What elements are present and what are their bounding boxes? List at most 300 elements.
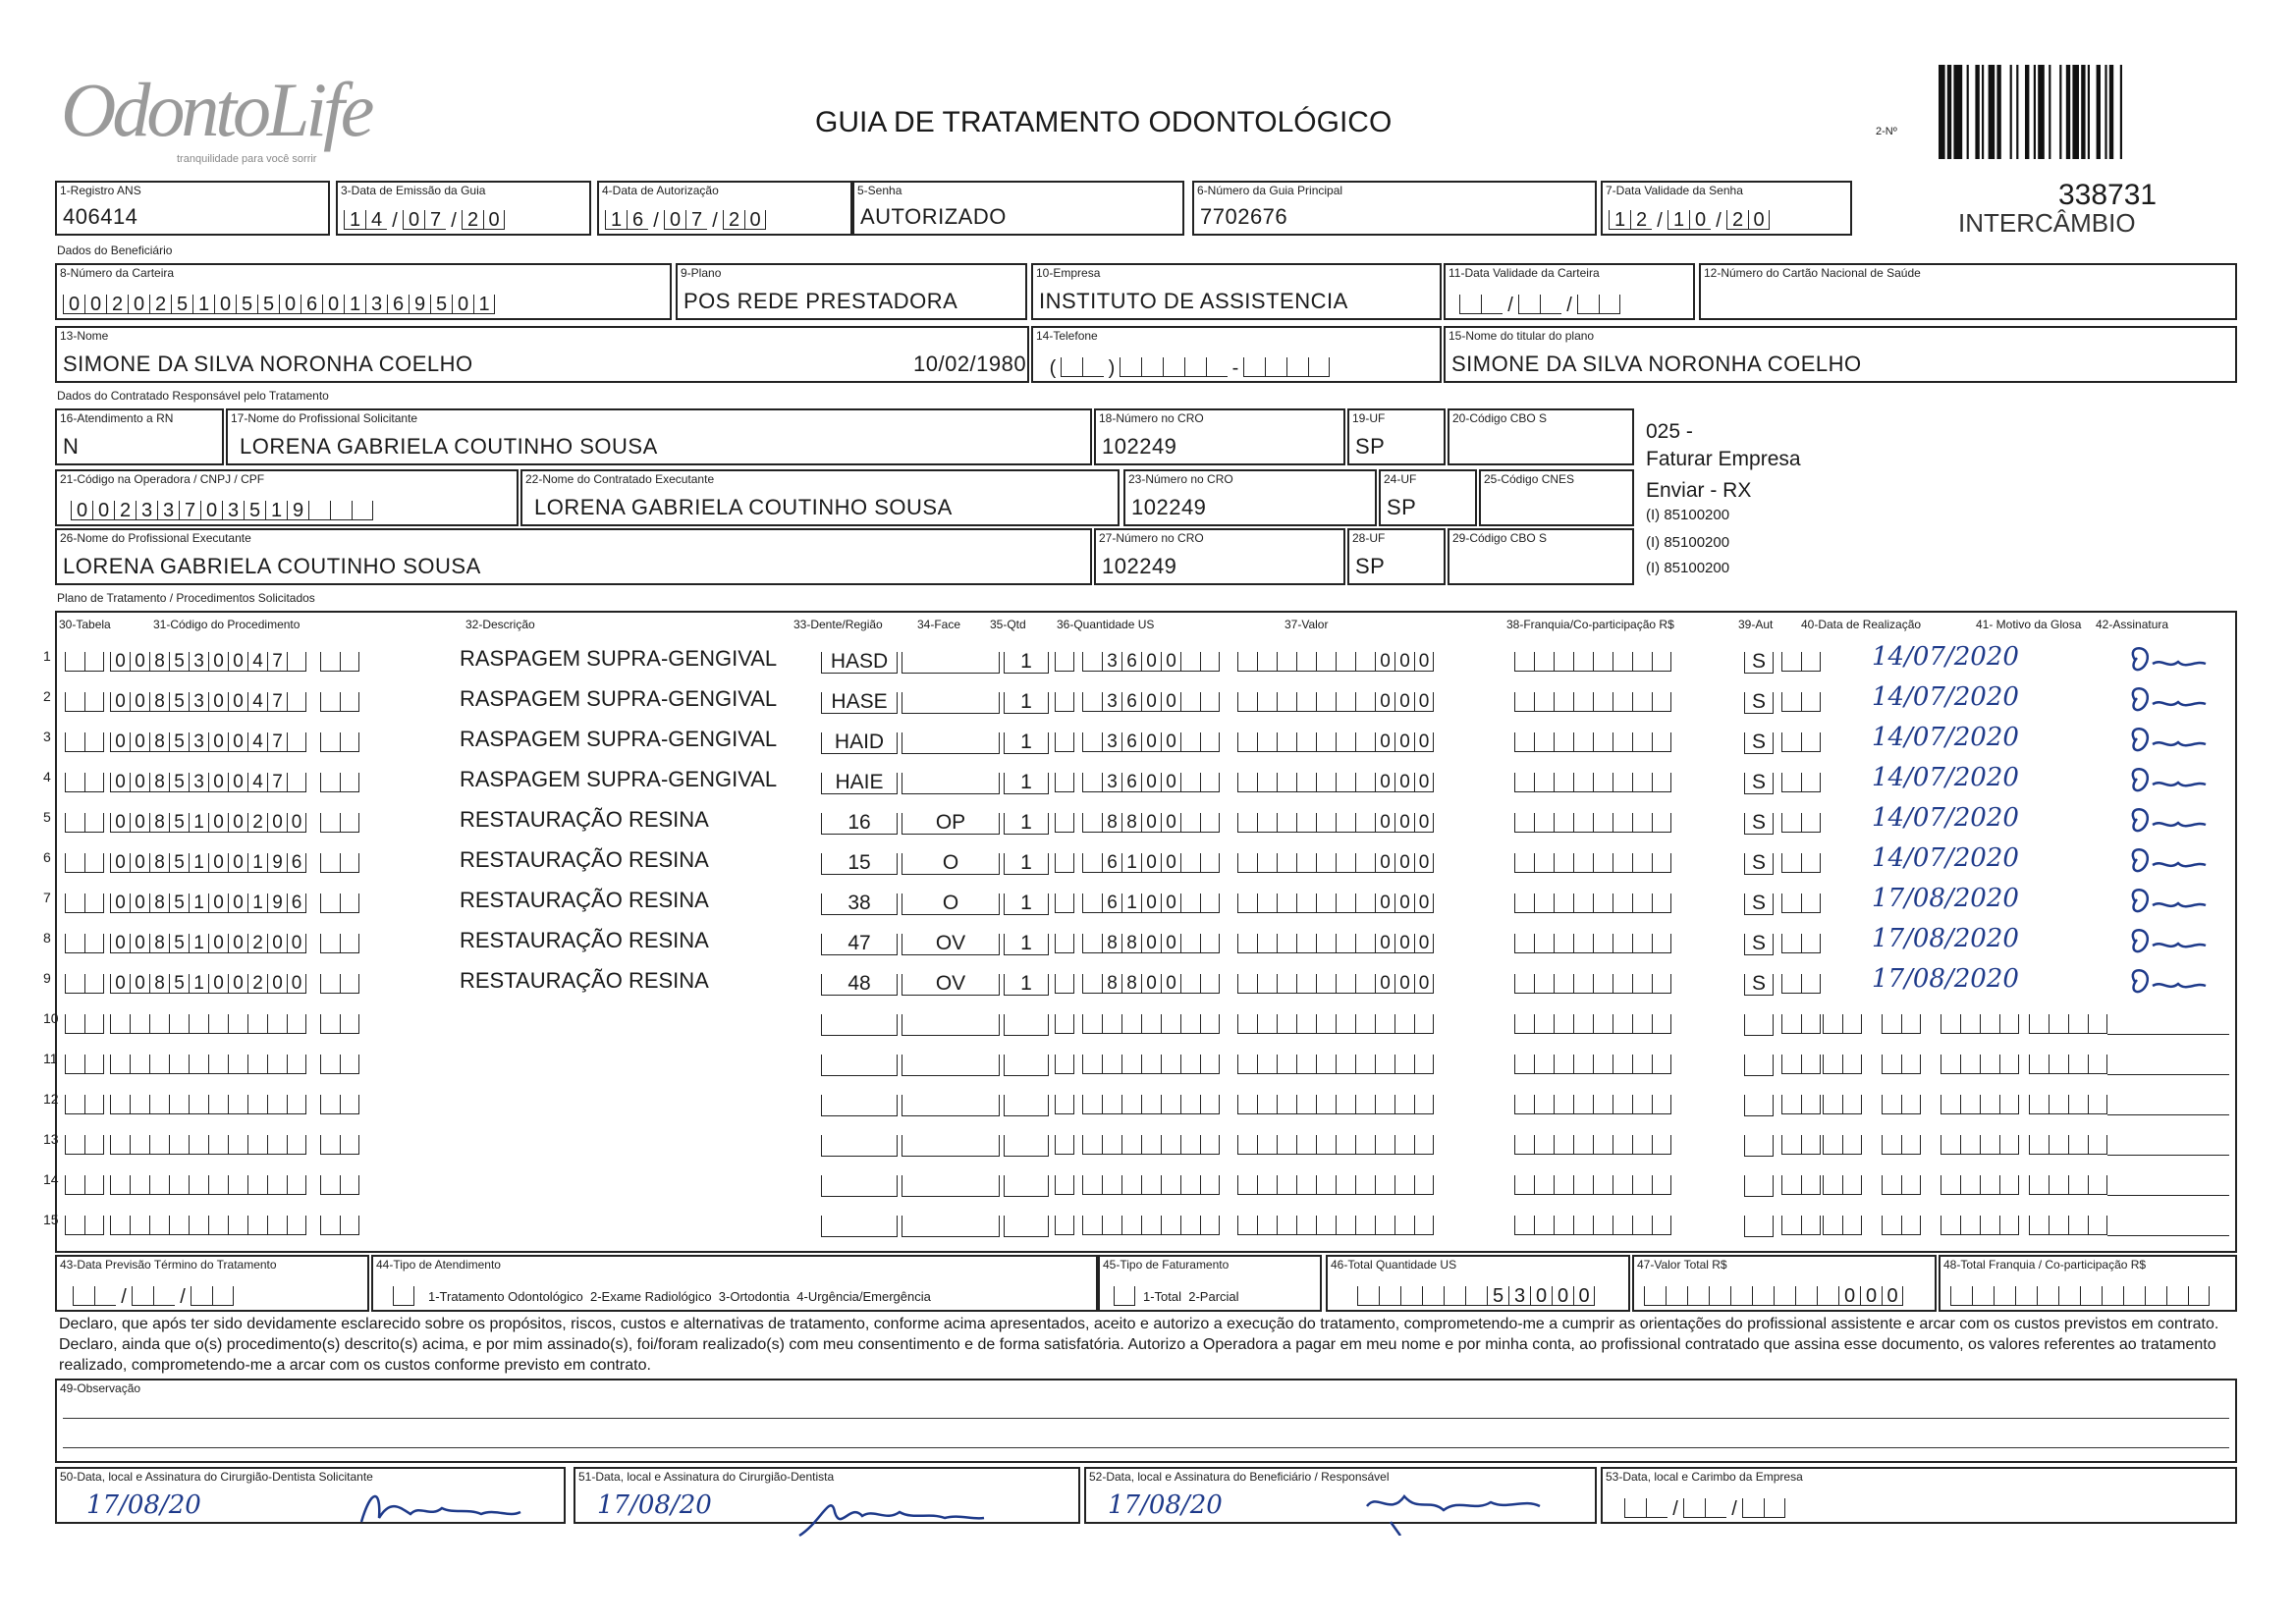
table-row[interactable] xyxy=(43,801,2235,840)
table-row[interactable] xyxy=(43,882,2235,921)
digit xyxy=(1055,1135,1074,1155)
field-titular[interactable] xyxy=(1444,326,2237,383)
table-row[interactable] xyxy=(43,1164,2235,1203)
digit xyxy=(2068,1175,2088,1195)
barcode-bar xyxy=(2016,65,2018,159)
value: SIMONE DA SILVA NORONHA COELHO xyxy=(63,352,473,376)
digit: 3 xyxy=(189,692,208,712)
label: 45-Tipo de Faturamento xyxy=(1103,1258,1230,1272)
digit xyxy=(320,652,340,672)
sign-box-51[interactable] xyxy=(574,1467,1080,1524)
valor-combs xyxy=(1237,1055,1434,1076)
table-row[interactable] xyxy=(43,721,2235,760)
digit: 0 xyxy=(1141,692,1161,712)
table-row[interactable] xyxy=(43,841,2235,881)
digit xyxy=(1237,692,1257,712)
digit xyxy=(1055,1175,1074,1195)
comb-group xyxy=(1781,692,1821,714)
digit: 0 xyxy=(208,934,228,953)
digit xyxy=(1200,1055,1220,1074)
digit xyxy=(1277,652,1296,672)
digit xyxy=(1613,732,1632,752)
digit xyxy=(65,974,84,994)
digit xyxy=(1121,1175,1141,1195)
digit xyxy=(1055,934,1074,953)
field-data-autorizacao[interactable] xyxy=(597,181,852,236)
digit xyxy=(169,1055,189,1074)
field-cro-23[interactable] xyxy=(1123,469,1377,526)
label: 15-Nome do titular do plano xyxy=(1449,329,1595,343)
label: 53-Data, local e Carimbo da Empresa xyxy=(1606,1470,1803,1484)
digit: 0 xyxy=(1375,692,1394,712)
birth-date: 10/02/1980 xyxy=(913,352,1027,376)
digit xyxy=(1141,1135,1161,1155)
digit: 0 xyxy=(1414,974,1434,994)
table-row[interactable] xyxy=(43,1204,2235,1243)
digit xyxy=(1414,1014,1434,1034)
digit xyxy=(1055,813,1074,833)
digit: 8 xyxy=(149,773,169,792)
signature-scribble xyxy=(2123,640,2212,679)
digit xyxy=(1180,934,1200,953)
digit: 2 xyxy=(149,295,171,314)
barcode-bar xyxy=(1939,65,1945,159)
comb-group xyxy=(1781,934,1821,955)
sign-box-52[interactable] xyxy=(1084,1467,1597,1524)
digit xyxy=(1277,934,1296,953)
digit xyxy=(1613,893,1632,913)
digit xyxy=(1534,893,1554,913)
digit: 0 xyxy=(228,773,247,792)
digit xyxy=(149,1055,169,1074)
comb-group xyxy=(65,1135,104,1157)
field-telefone[interactable] xyxy=(1031,326,1442,383)
field-data-emissao[interactable] xyxy=(336,181,591,236)
digit xyxy=(1394,1055,1414,1074)
cell-box: 15 xyxy=(821,853,898,875)
digit xyxy=(1632,853,1652,873)
digit xyxy=(1237,1135,1257,1155)
digit xyxy=(1632,813,1652,833)
digit xyxy=(1414,1175,1434,1195)
comb-group xyxy=(65,1055,104,1076)
field-valor-total[interactable] xyxy=(1632,1255,1937,1312)
signature-scribble xyxy=(2123,962,2212,1001)
field-codigo-operadora[interactable] xyxy=(55,469,519,526)
digit xyxy=(2068,1135,2088,1155)
digit: 0 xyxy=(228,934,247,953)
digit: 0 xyxy=(71,501,92,520)
label: 27-Número no CRO xyxy=(1099,531,1204,545)
cell-box xyxy=(1744,1014,1774,1036)
table-row[interactable] xyxy=(43,1043,2235,1082)
comb-group xyxy=(1055,732,1074,754)
cell-box: 1 xyxy=(1004,773,1049,794)
value: 102249 xyxy=(1102,554,1177,578)
digit: 0 xyxy=(208,974,228,994)
digit xyxy=(1514,1014,1534,1034)
field-senha[interactable] xyxy=(852,181,1184,236)
digit: 1 xyxy=(189,893,208,913)
digit: 3 xyxy=(189,732,208,752)
cell-box: 1 xyxy=(1004,934,1049,955)
valor-combs xyxy=(1237,1216,1434,1237)
cell-box xyxy=(1004,1216,1049,1237)
digit xyxy=(1277,1135,1296,1155)
cell-box: S xyxy=(1744,974,1774,996)
digit xyxy=(1554,1014,1573,1034)
digit: 0 xyxy=(1141,773,1161,792)
table-row[interactable] xyxy=(43,962,2235,1001)
digit xyxy=(1296,692,1316,712)
digit xyxy=(84,692,104,712)
field-carteira[interactable] xyxy=(55,263,672,320)
digit xyxy=(1277,1095,1296,1114)
field-tipo-atendimento[interactable] xyxy=(371,1255,1098,1312)
page-title: GUIA DE TRATAMENTO ODONTOLÓGICO xyxy=(815,106,1393,138)
cell-box xyxy=(821,1095,898,1116)
comb-group xyxy=(1055,1135,1074,1157)
field-nome[interactable] xyxy=(55,326,1029,383)
digit xyxy=(1180,1175,1200,1195)
signature-line xyxy=(2107,1195,2229,1196)
digit xyxy=(1652,1095,1671,1114)
digit xyxy=(1514,732,1534,752)
comb-group xyxy=(1055,893,1074,915)
field-validade-senha[interactable] xyxy=(1601,181,1852,236)
digit xyxy=(1652,732,1671,752)
signature-scribble xyxy=(2123,721,2212,760)
comb-group xyxy=(65,974,104,996)
field-total-us[interactable] xyxy=(1326,1255,1630,1312)
digit xyxy=(149,1014,169,1034)
comb-group xyxy=(1882,1055,1921,1076)
date-combs: / / xyxy=(1459,295,1620,316)
digit xyxy=(189,1216,208,1235)
cell-box xyxy=(902,1135,1000,1157)
label: 5-Senha xyxy=(857,184,902,197)
digit xyxy=(1296,1055,1316,1074)
digit: 6 xyxy=(1102,853,1121,873)
digit: 1 xyxy=(189,853,208,873)
field-faturamento[interactable] xyxy=(1098,1255,1322,1312)
cell-box xyxy=(821,1014,898,1036)
digit xyxy=(1355,853,1375,873)
digit xyxy=(1514,893,1534,913)
comb-group xyxy=(320,1175,359,1197)
field-solicitante[interactable] xyxy=(226,408,1092,465)
field-rn[interactable] xyxy=(55,408,224,465)
comb-group xyxy=(320,893,359,915)
digit xyxy=(1613,1095,1632,1114)
digit xyxy=(287,1095,306,1114)
field-uf-24[interactable] xyxy=(1379,469,1477,526)
digit: 8 xyxy=(149,934,169,953)
digit xyxy=(320,732,340,752)
comb-group xyxy=(1882,1175,1921,1197)
cell-box: 1 xyxy=(1004,974,1049,996)
signature-line xyxy=(2107,1155,2229,1156)
value: AUTORIZADO xyxy=(860,204,1007,229)
digit xyxy=(189,1175,208,1195)
digit: 0 xyxy=(1394,934,1414,953)
digit xyxy=(1375,1095,1394,1114)
date-combs: 1 6 / 0 7 / 2 0 xyxy=(605,210,766,232)
us-combs xyxy=(1082,692,1220,714)
digit xyxy=(1960,1055,1980,1074)
digit xyxy=(320,1014,340,1034)
field-validade-carteira[interactable] xyxy=(1444,263,1695,320)
field-observacao[interactable] xyxy=(55,1379,2237,1463)
digit xyxy=(2068,1216,2088,1235)
signature-line xyxy=(2107,1235,2229,1236)
digit xyxy=(1632,773,1652,792)
comb-group xyxy=(1055,974,1074,996)
label: 43-Data Previsão Término do Tratamento xyxy=(60,1258,277,1272)
digit xyxy=(1277,893,1296,913)
digit xyxy=(1781,692,1801,712)
digit: 1 xyxy=(605,210,627,230)
digit xyxy=(1573,1175,1593,1195)
digit xyxy=(340,1095,359,1114)
comb-group xyxy=(2029,1135,2107,1157)
cell-box: 1 xyxy=(1004,893,1049,915)
digit xyxy=(1781,853,1801,873)
fat-comb xyxy=(1114,1286,1135,1308)
cell-box: S xyxy=(1744,692,1774,714)
field-executante[interactable] xyxy=(520,469,1120,526)
us-combs xyxy=(1082,974,1220,996)
field-uf-19[interactable] xyxy=(1347,408,1446,465)
field-registro-ans[interactable] xyxy=(55,181,330,236)
digit: 3 xyxy=(157,501,179,520)
cell-box: HASD xyxy=(821,652,898,674)
field-guia-principal[interactable] xyxy=(1192,181,1597,236)
value: 102249 xyxy=(1102,434,1177,459)
digit: 3 xyxy=(1102,652,1121,672)
digit xyxy=(1823,1055,1842,1074)
signature-scribble xyxy=(2123,680,2212,720)
digit: 2 xyxy=(1726,210,1748,230)
digit xyxy=(1554,1175,1573,1195)
digit xyxy=(1180,732,1200,752)
digit xyxy=(2049,1216,2068,1235)
digit xyxy=(340,732,359,752)
barcode-bar xyxy=(2097,65,2101,159)
digit xyxy=(1336,893,1355,913)
digit xyxy=(1102,1216,1121,1235)
digit: 0 xyxy=(287,934,306,953)
side-note: (I) 85100200 xyxy=(1646,507,1730,523)
cell-box xyxy=(1744,1216,1774,1237)
table-row[interactable] xyxy=(43,761,2235,800)
digit xyxy=(247,1216,267,1235)
label: 24-UF xyxy=(1384,472,1417,486)
label: 11-Data Validade da Carteira xyxy=(1449,266,1600,280)
digit: 0 xyxy=(1141,652,1161,672)
digit xyxy=(1632,1055,1652,1074)
digit xyxy=(1082,1135,1102,1155)
digit xyxy=(352,501,373,520)
digit: 0 xyxy=(208,773,228,792)
digit xyxy=(267,1014,287,1034)
sign-box-53[interactable] xyxy=(1601,1467,2237,1524)
digit xyxy=(84,813,104,833)
digit xyxy=(1316,692,1336,712)
comb-group xyxy=(1941,1175,2019,1197)
digit xyxy=(1200,974,1220,994)
digit: 5 xyxy=(169,813,189,833)
comb-group xyxy=(110,692,306,714)
signature-line xyxy=(2107,1074,2229,1075)
comb-group xyxy=(65,813,104,835)
digit: 0 xyxy=(208,813,228,833)
signature-scribble xyxy=(2123,761,2212,800)
logo-tagline: tranquilidade para você sorrir xyxy=(177,153,317,165)
comb-group xyxy=(1941,1135,2019,1157)
digit xyxy=(1632,934,1652,953)
table-row[interactable] xyxy=(43,680,2235,720)
label: 46-Total Quantidade US xyxy=(1331,1258,1457,1272)
digit: 1 xyxy=(1609,210,1630,230)
digit xyxy=(1082,732,1102,752)
digit xyxy=(1666,1286,1687,1306)
digit: 6 xyxy=(1121,652,1141,672)
comb-group xyxy=(65,1175,104,1197)
digit: 3 xyxy=(1102,732,1121,752)
digit: 0 xyxy=(208,652,228,672)
phone-combs: ( ) - xyxy=(1045,357,1330,379)
tipo-options: 1-Tratamento Odontológico 2-Exame Radiológico 3-Ortodontia 4-Urgência/Emergência xyxy=(428,1289,931,1304)
cell-box: 1 xyxy=(1004,853,1049,875)
table-row[interactable] xyxy=(43,922,2235,961)
comb-group xyxy=(110,773,306,794)
label: 44-Tipo de Atendimento xyxy=(376,1258,501,1272)
digit xyxy=(1180,692,1200,712)
field-cbo-29[interactable] xyxy=(1448,528,1634,585)
digit xyxy=(1055,1055,1074,1074)
tipo-comb xyxy=(393,1286,414,1308)
label: 26-Nome do Profissional Executante xyxy=(60,531,251,545)
sign-box-50[interactable] xyxy=(55,1467,566,1524)
row-number: 1 xyxy=(43,648,51,664)
digit xyxy=(1394,1175,1414,1195)
digit xyxy=(1355,1055,1375,1074)
field-previsao[interactable] xyxy=(55,1255,369,1312)
valor-combs xyxy=(1237,732,1434,754)
digit xyxy=(84,1014,104,1034)
table-row[interactable] xyxy=(43,1002,2235,1042)
field-uf-28[interactable] xyxy=(1347,528,1446,585)
digit xyxy=(1316,1055,1336,1074)
digit xyxy=(340,813,359,833)
digit xyxy=(1200,934,1220,953)
side-note: 025 - xyxy=(1646,420,1693,443)
digit xyxy=(1781,732,1801,752)
digit xyxy=(1296,1175,1316,1195)
barcode-bar xyxy=(2088,65,2090,159)
digit: 0 xyxy=(1530,1286,1552,1306)
digit xyxy=(1296,652,1316,672)
digit xyxy=(1336,853,1355,873)
digit xyxy=(1901,1055,1921,1074)
field-prof-executante[interactable] xyxy=(55,528,1092,585)
field-cnes[interactable] xyxy=(1479,469,1634,526)
digit xyxy=(320,692,340,712)
label: 18-Número no CRO xyxy=(1099,411,1204,425)
signature-scribble xyxy=(2123,882,2212,921)
signature-line xyxy=(2107,1114,2229,1115)
digit xyxy=(1237,974,1257,994)
digit xyxy=(1141,1014,1161,1034)
digit: 3 xyxy=(1508,1286,1530,1306)
digit: 6 xyxy=(1121,692,1141,712)
field-cbo-20[interactable] xyxy=(1448,408,1634,465)
digit xyxy=(1514,1135,1534,1155)
digit: 0 xyxy=(228,732,247,752)
comb-group xyxy=(320,853,359,875)
cell-box: 38 xyxy=(821,893,898,915)
value: SP xyxy=(1355,554,1386,578)
field-empresa[interactable] xyxy=(1031,263,1442,320)
digit xyxy=(1055,652,1074,672)
digit xyxy=(65,652,84,672)
digit xyxy=(1593,652,1613,672)
digit xyxy=(1121,1095,1141,1114)
digit xyxy=(1632,1175,1652,1195)
field-cro-27[interactable] xyxy=(1094,528,1345,585)
digit xyxy=(2088,1055,2107,1074)
label: 10-Empresa xyxy=(1036,266,1101,280)
table-row[interactable] xyxy=(43,1123,2235,1163)
comb-group xyxy=(1781,1135,1821,1157)
digit xyxy=(65,1014,84,1034)
digit: 3 xyxy=(189,773,208,792)
digit xyxy=(1237,853,1257,873)
digit xyxy=(1102,1095,1121,1114)
table-row[interactable] xyxy=(43,640,2235,679)
digit xyxy=(340,1216,359,1235)
valor-combs xyxy=(1237,1135,1434,1157)
field-franquia-total[interactable] xyxy=(1939,1255,2237,1312)
us-combs xyxy=(1082,732,1220,754)
digit xyxy=(1082,1216,1102,1235)
digit xyxy=(1941,1175,1960,1195)
digit xyxy=(1980,1175,1999,1195)
label: 1-Registro ANS xyxy=(60,184,141,197)
field-plano[interactable] xyxy=(676,263,1027,320)
digit: 7 xyxy=(685,210,707,230)
digit: 1 xyxy=(189,813,208,833)
digit xyxy=(1999,1095,2019,1114)
digit: 0 xyxy=(1394,773,1414,792)
comb-group xyxy=(110,1014,306,1036)
digit: 2 xyxy=(114,501,136,520)
field-cro-18[interactable] xyxy=(1094,408,1345,465)
us-combs xyxy=(1082,1216,1220,1237)
digit xyxy=(84,652,104,672)
digit: 1 xyxy=(1667,210,1689,230)
digit: 0 xyxy=(1161,813,1180,833)
digit xyxy=(1355,974,1375,994)
digit xyxy=(1652,934,1671,953)
field-cns[interactable] xyxy=(1699,263,2237,320)
digit xyxy=(1644,1286,1666,1306)
digit: 0 xyxy=(130,934,149,953)
digit: 3 xyxy=(1102,692,1121,712)
table-row[interactable] xyxy=(43,1083,2235,1122)
digit xyxy=(340,1135,359,1155)
